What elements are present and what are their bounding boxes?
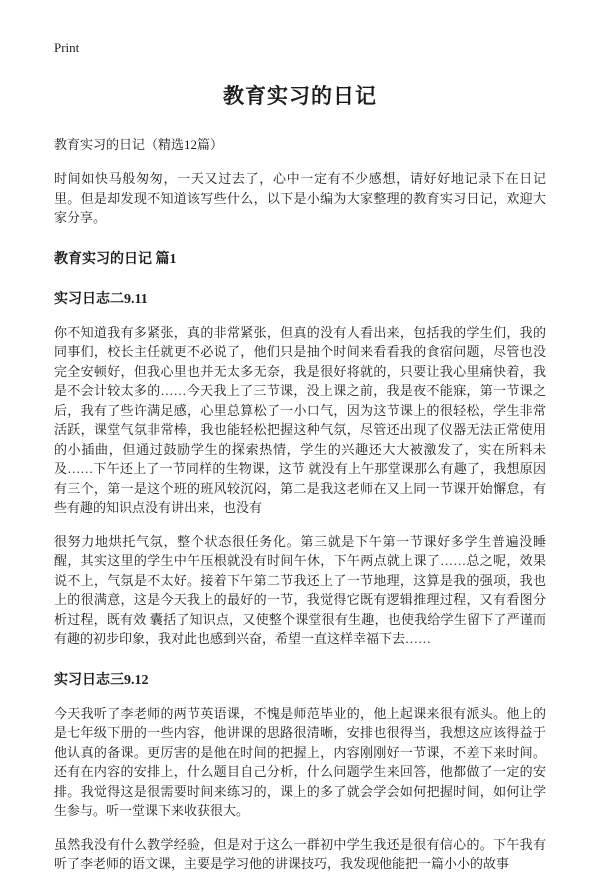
entry-paragraph: 你不知道我有多紧张，真的非常紧张，但真的没有人看出来，包括我的学生们，我的同事们，校长主任就更不必说了，他们只是抽个时间来看看我的食宿问题，尽管也没完全安顿好，但我心里也并无太多无奈，我是很好将就的，只要让我心里痛快着，我是不会计较太多的……今天我上了三节课，没上课之前，我是夜不能寐，第一节课之后，我有了些许满足感，心里总算松了一小口气，因为这节课上的很轻松，学生非常活跃，课堂气氛非常棒，我也能轻松把握这种气氛，尽管还出现了仪器无法正常使用的小插曲，但通过鼓励学生的探索热情，学生的兴趣还大大被激发了，实在所料未及……下午还上了一节同样的生物课，这节 就没有上午那堂课那么有趣了，我想原因有三个，第一是这个班的班风较沉闷，第二是我这老师在又上同一节课开始懈怠，有些有趣的知识点没有讲出来，也没有	[54, 324, 546, 515]
entry-paragraph: 今天我听了李老师的两节英语课，不愧是师范毕业的，他上起课来很有派头。他上的是七年级下册的一些内容，他讲课的思路很清晰，安排也很得当，我想这应该得益于他认真的备课。更厉害的是他在时间的把握上，内容刚刚好一节课，不差下来时间。还有在内容的安排上，什么题目自己分析，什么问题学生来回答，他都做了一定的安排。我觉得这是很需要时间来练习的，课上的多了就会学会如何把握时间，如何让学生参与。听一堂课下来收获很大。	[54, 705, 546, 818]
intro-paragraph: 时间如快马般匆匆，一天又过去了，心中一定有不少感想，请好好地记录下在日记里。但是却发现不知道该写些什么，以下是小编为大家整理的教育实习日记，欢迎大家分享。	[54, 171, 546, 225]
document-subtitle: 教育实习的日记（精选12篇）	[54, 137, 224, 152]
entry-heading-9-11: 实习日志二9.11	[54, 291, 148, 307]
print-label: Print	[54, 40, 80, 55]
page-title: 教育实习的日记	[223, 84, 377, 108]
entry-paragraph: 很努力地烘托气氛，整个状态很任务化。第三就是下午第一节课好多学生普遍没睡醒，其实这里的学生中午压根就没有时间午休，下午两点就上课了……总之呢，效果说不上，气氛是不太好。接着下午第二节我还上了一节地理，这算是我的强项，我也上的很满意，这是今天我上的最好的一节，我觉得它既有逻辑推理过程，又有看图分析过程，既有效 囊括了知识点，又使整个课堂很有生趣，也使我给学生留下了严谨而有趣的初步印象，我对此也感到兴奋，希望一直这样幸福下去……	[54, 533, 546, 646]
section-heading-part1: 教育实习的日记 篇1	[54, 251, 177, 267]
entry-paragraph: 虽然我没有什么教学经验，但是对于这么一群初中学生我还是很有信心的。下午我有听了李老师的语文课，主要是学习他的讲课技巧，我发现他能把一篇小小的故事	[54, 836, 546, 871]
entry-heading-9-12: 实习日志三9.12	[54, 672, 149, 688]
